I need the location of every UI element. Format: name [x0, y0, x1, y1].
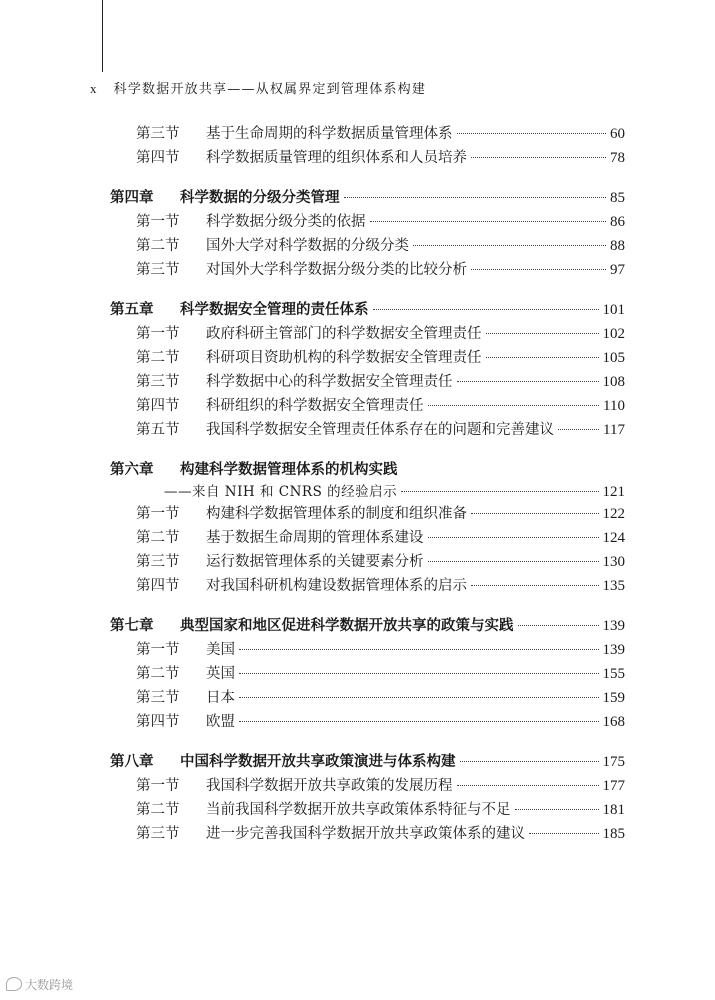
gutter-line: [102, 0, 103, 72]
entry-page-number: 155: [602, 666, 625, 682]
toc-chapter-subtitle[interactable]: [110, 480, 625, 502]
entry-page-number: 102: [602, 326, 625, 342]
entry-title: 典型国家和地区促进科学数据开放共享的政策与实践: [180, 618, 514, 634]
entry-label: 第二节: [136, 350, 180, 366]
watermark-logo-icon: [6, 977, 22, 991]
dot-leader: [518, 625, 599, 626]
entry-page-number: 175: [602, 754, 625, 770]
toc-section-entry[interactable]: [110, 234, 625, 256]
toc-section-entry[interactable]: [110, 258, 625, 280]
dot-leader: [471, 269, 606, 270]
entry-title: 科学数据安全管理的责任体系: [180, 302, 369, 318]
dot-leader: [428, 537, 599, 538]
entry-title: 科学数据分级分类的依据: [206, 214, 366, 230]
entry-page-number: 85: [610, 190, 625, 206]
entry-title: 科研项目资助机构的科学数据安全管理责任: [206, 350, 482, 366]
entry-label: 第五节: [136, 422, 180, 438]
entry-page-number: 117: [603, 422, 625, 438]
entry-page-number: 110: [603, 398, 625, 414]
page-number-roman: x: [90, 81, 97, 96]
entry-label: 第七章: [110, 618, 154, 634]
entry-title: 构建科学数据管理体系的机构实践: [180, 462, 398, 478]
toc-section-entry[interactable]: [110, 122, 625, 144]
toc-section-entry[interactable]: [110, 662, 625, 684]
entry-title: 我国科学数据安全管理责任体系存在的问题和完善建议: [206, 422, 554, 438]
dot-leader: [471, 585, 599, 586]
dot-leader: [401, 491, 598, 492]
watermark: [6, 976, 73, 993]
entry-label: 第一节: [136, 214, 180, 230]
toc-section-entry[interactable]: [110, 686, 625, 708]
entry-page-number: 121: [602, 484, 625, 500]
dot-leader: [428, 561, 599, 562]
entry-page-number: 168: [602, 714, 625, 730]
dot-leader: [457, 785, 599, 786]
entry-title: 英国: [206, 666, 235, 682]
entry-page-number: 159: [602, 690, 625, 706]
entry-label: 第八章: [110, 754, 154, 770]
entry-page-number: 60: [610, 126, 625, 142]
entry-page-number: 122: [602, 506, 625, 522]
toc-section-entry[interactable]: [110, 550, 625, 572]
entry-title: 对我国科研机构建设数据管理体系的启示: [206, 578, 467, 594]
toc-section-entry[interactable]: [110, 574, 625, 596]
entry-label: 第二节: [136, 666, 180, 682]
entry-label: 第四章: [110, 190, 154, 206]
toc-section-entry[interactable]: [110, 394, 625, 416]
toc-section-entry[interactable]: [110, 418, 625, 440]
entry-page-number: 139: [602, 618, 625, 634]
entry-label: 第二节: [136, 802, 180, 818]
entry-page-number: 135: [602, 578, 625, 594]
entry-page-number: 88: [610, 238, 625, 254]
entry-title: 对国外大学科学数据分级分类的比较分析: [206, 262, 467, 278]
entry-title: 科学数据的分级分类管理: [180, 190, 340, 206]
toc-chapter-entry[interactable]: [110, 750, 625, 772]
entry-title: 日本: [206, 690, 235, 706]
toc-section-entry[interactable]: [110, 502, 625, 524]
toc-section-entry[interactable]: [110, 774, 625, 796]
dot-leader: [457, 381, 599, 382]
book-title: 科学数据开放共享——从权属界定到管理体系构建: [113, 82, 427, 97]
dot-leader: [529, 833, 599, 834]
entry-title: 中国科学数据开放共享政策演进与体系构建: [180, 754, 456, 770]
toc-section-entry[interactable]: [110, 710, 625, 732]
entry-page-number: 108: [602, 374, 625, 390]
dot-leader: [239, 721, 599, 722]
entry-page-number: 78: [610, 150, 625, 166]
entry-label: 第四节: [136, 398, 180, 414]
entry-label: 第六章: [110, 462, 154, 478]
dot-leader: [486, 357, 599, 358]
toc-chapter-entry[interactable]: [110, 298, 625, 320]
entry-label: 第一节: [136, 506, 180, 522]
toc-section-entry[interactable]: [110, 822, 625, 844]
entry-page-number: 177: [602, 778, 625, 794]
toc-chapter-entry[interactable]: [110, 186, 625, 208]
watermark-text: 大数跨境: [25, 978, 74, 992]
entry-label: 第三节: [136, 826, 180, 842]
toc-section-entry[interactable]: [110, 346, 625, 368]
entry-title: 科学数据质量管理的组织体系和人员培养: [206, 150, 467, 166]
entry-label: 第四节: [136, 714, 180, 730]
toc-section-entry[interactable]: [110, 322, 625, 344]
toc-section-entry[interactable]: [110, 146, 625, 168]
entry-title: 我国科学数据开放共享政策的发展历程: [206, 778, 453, 794]
dot-leader: [370, 221, 607, 222]
entry-page-number: 181: [602, 802, 625, 818]
dot-leader: [344, 197, 607, 198]
running-header: [90, 78, 426, 97]
entry-title: 科研组织的科学数据安全管理责任: [206, 398, 424, 414]
toc-section-entry[interactable]: [110, 798, 625, 820]
entry-title: 当前我国科学数据开放共享政策体系特征与不足: [206, 802, 511, 818]
entry-label: 第一节: [136, 326, 180, 342]
entry-title: 政府科研主管部门的科学数据安全管理责任: [206, 326, 482, 342]
dot-leader: [428, 405, 600, 406]
toc-section-entry[interactable]: [110, 638, 625, 660]
entry-page-number: 124: [602, 530, 625, 546]
entry-page-number: 101: [602, 302, 625, 318]
entry-title: 科学数据中心的科学数据安全管理责任: [206, 374, 453, 390]
entry-page-number: 185: [602, 826, 625, 842]
dot-leader: [515, 809, 599, 810]
entry-title: 欧盟: [206, 714, 235, 730]
entry-page-number: 97: [610, 262, 625, 278]
entry-label: 第二节: [136, 530, 180, 546]
entry-page-number: 139: [602, 642, 625, 658]
toc-section-entry[interactable]: [110, 526, 625, 548]
entry-label: 第五章: [110, 302, 154, 318]
dot-leader: [373, 309, 599, 310]
entry-title: 美国: [206, 642, 235, 658]
dot-leader: [471, 513, 599, 514]
entry-page-number: 105: [602, 350, 625, 366]
dot-leader: [239, 649, 599, 650]
entry-label: 第一节: [136, 642, 180, 658]
entry-label: 第三节: [136, 690, 180, 706]
entry-label: 第三节: [136, 374, 180, 390]
dot-leader: [457, 133, 607, 134]
toc-chapter-entry[interactable]: [110, 614, 625, 636]
toc-chapter-entry[interactable]: [110, 458, 625, 480]
entry-title: 运行数据管理体系的关键要素分析: [206, 554, 424, 570]
entry-title: 进一步完善我国科学数据开放共享政策体系的建议: [206, 826, 525, 842]
entry-label: 第三节: [136, 554, 180, 570]
dot-leader: [460, 761, 599, 762]
entry-title: 基于生命周期的科学数据质量管理体系: [206, 126, 453, 142]
entry-page-number: 86: [610, 214, 625, 230]
entry-title: ——来自 NIH 和 CNRS 的经验启示: [164, 484, 398, 500]
entry-label: 第一节: [136, 778, 180, 794]
dot-leader: [413, 245, 606, 246]
toc-section-entry[interactable]: [110, 370, 625, 392]
entry-title: 基于数据生命周期的管理体系建设: [206, 530, 424, 546]
dot-leader: [558, 429, 599, 430]
entry-page-number: 130: [602, 554, 625, 570]
dot-leader: [239, 673, 599, 674]
dot-leader: [239, 697, 599, 698]
entry-title: 国外大学对科学数据的分级分类: [206, 238, 409, 254]
entry-label: 第四节: [136, 150, 180, 166]
entry-label: 第二节: [136, 238, 180, 254]
dot-leader: [471, 157, 606, 158]
entry-label: 第四节: [136, 578, 180, 594]
toc-section-entry[interactable]: [110, 210, 625, 232]
entry-label: 第三节: [136, 262, 180, 278]
entry-title: 构建科学数据管理体系的制度和组织准备: [206, 506, 467, 522]
entry-label: 第三节: [136, 126, 180, 142]
dot-leader: [486, 333, 599, 334]
